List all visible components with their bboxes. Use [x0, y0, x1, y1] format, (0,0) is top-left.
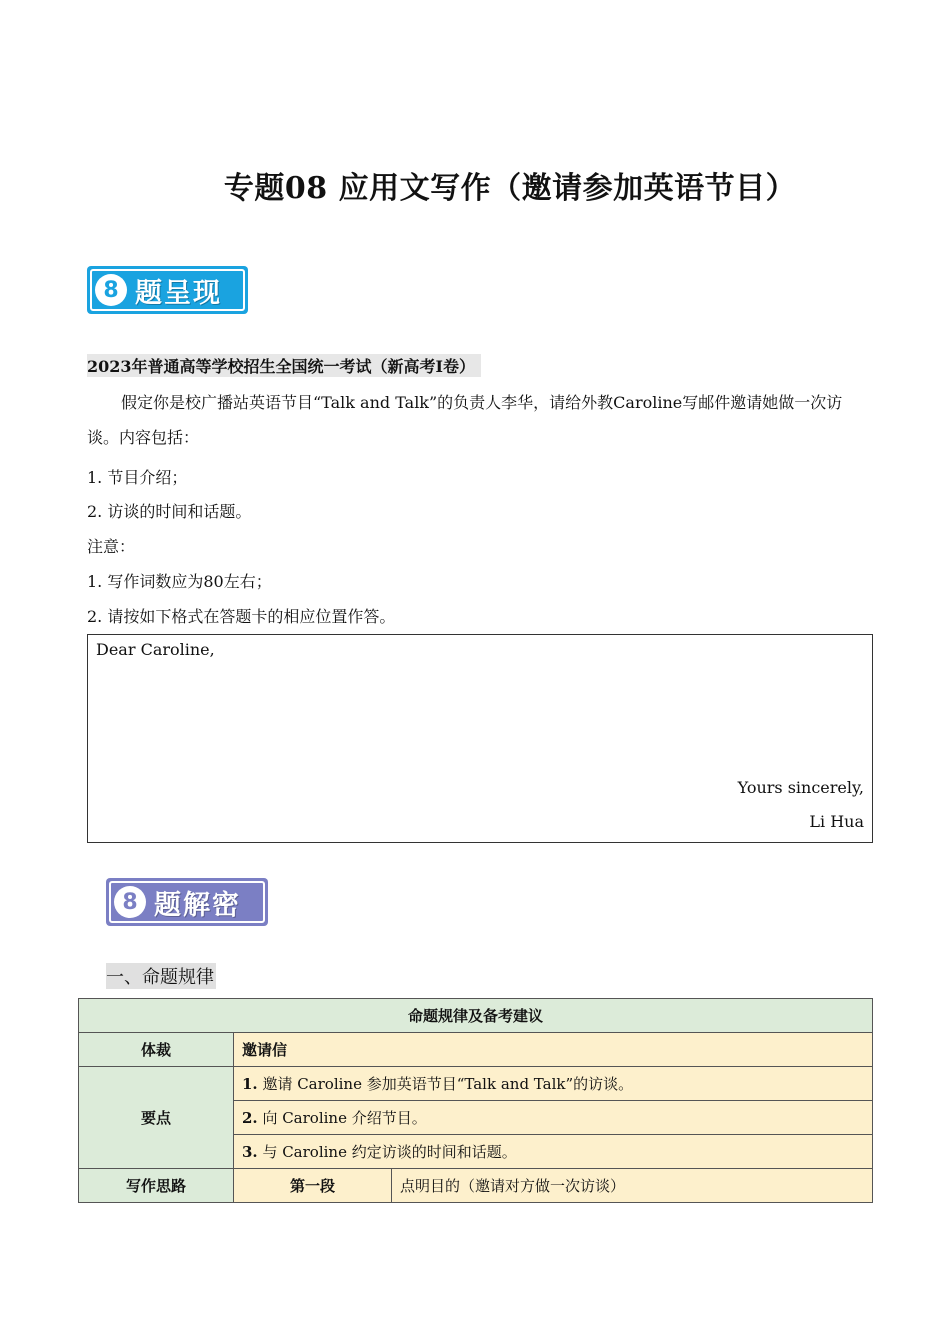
section-heading: 一、命题规律: [106, 963, 216, 989]
number-eight-icon: 8: [95, 274, 127, 306]
letter-closing: Yours sincerely,: [737, 778, 864, 797]
rules-table: [78, 998, 873, 1203]
approach-text: 点明目的（邀请对方做一次访谈）: [392, 1169, 873, 1203]
presentation-badge-label: 题呈现: [135, 277, 222, 309]
point-item: 1. 邀请 Caroline 参加英语节目“Talk and Talk”的访谈。: [234, 1067, 873, 1101]
letter-box: [87, 634, 873, 843]
number-eight-icon: 8: [114, 886, 146, 918]
analysis-badge: [106, 878, 268, 926]
genre-label: 体裁: [79, 1033, 234, 1067]
exam-source: 2023年普通高等学校招生全国统一考试（新高考Ⅰ卷）: [87, 354, 481, 377]
page-title: 专题08 应用文写作（邀请参加英语节目）: [223, 171, 797, 206]
approach-label: 写作思路: [79, 1169, 234, 1203]
point-item: 2. 向 Caroline 介绍节目。: [234, 1101, 873, 1135]
presentation-badge: [87, 266, 248, 314]
points-label: 要点: [79, 1067, 234, 1169]
genre-value: 邀请信: [234, 1033, 873, 1067]
prompt-item: 2. 访谈的时间和话题。: [87, 502, 252, 521]
approach-part: 第一段: [234, 1169, 392, 1203]
note-item: 2. 请按如下格式在答题卡的相应位置作答。: [87, 607, 396, 626]
note-item: 1. 写作词数应为80左右；: [87, 572, 272, 591]
point-item: 3. 与 Caroline 约定访谈的时间和话题。: [234, 1135, 873, 1169]
table-header: 命题规律及备考建议: [79, 999, 873, 1033]
note-label: 注意：: [87, 537, 136, 556]
prompt-paragraph: 假定你是校广播站英语节目“Talk and Talk”的负责人李华，请给外教Caroline写邮件邀请她做一次访谈。内容包括：: [87, 393, 843, 447]
analysis-badge-label: 题解密: [154, 889, 241, 921]
letter-greeting: Dear Caroline,: [96, 640, 215, 659]
prompt-item: 1. 节目介绍；: [87, 468, 188, 487]
letter-signature: Li Hua: [809, 812, 864, 831]
